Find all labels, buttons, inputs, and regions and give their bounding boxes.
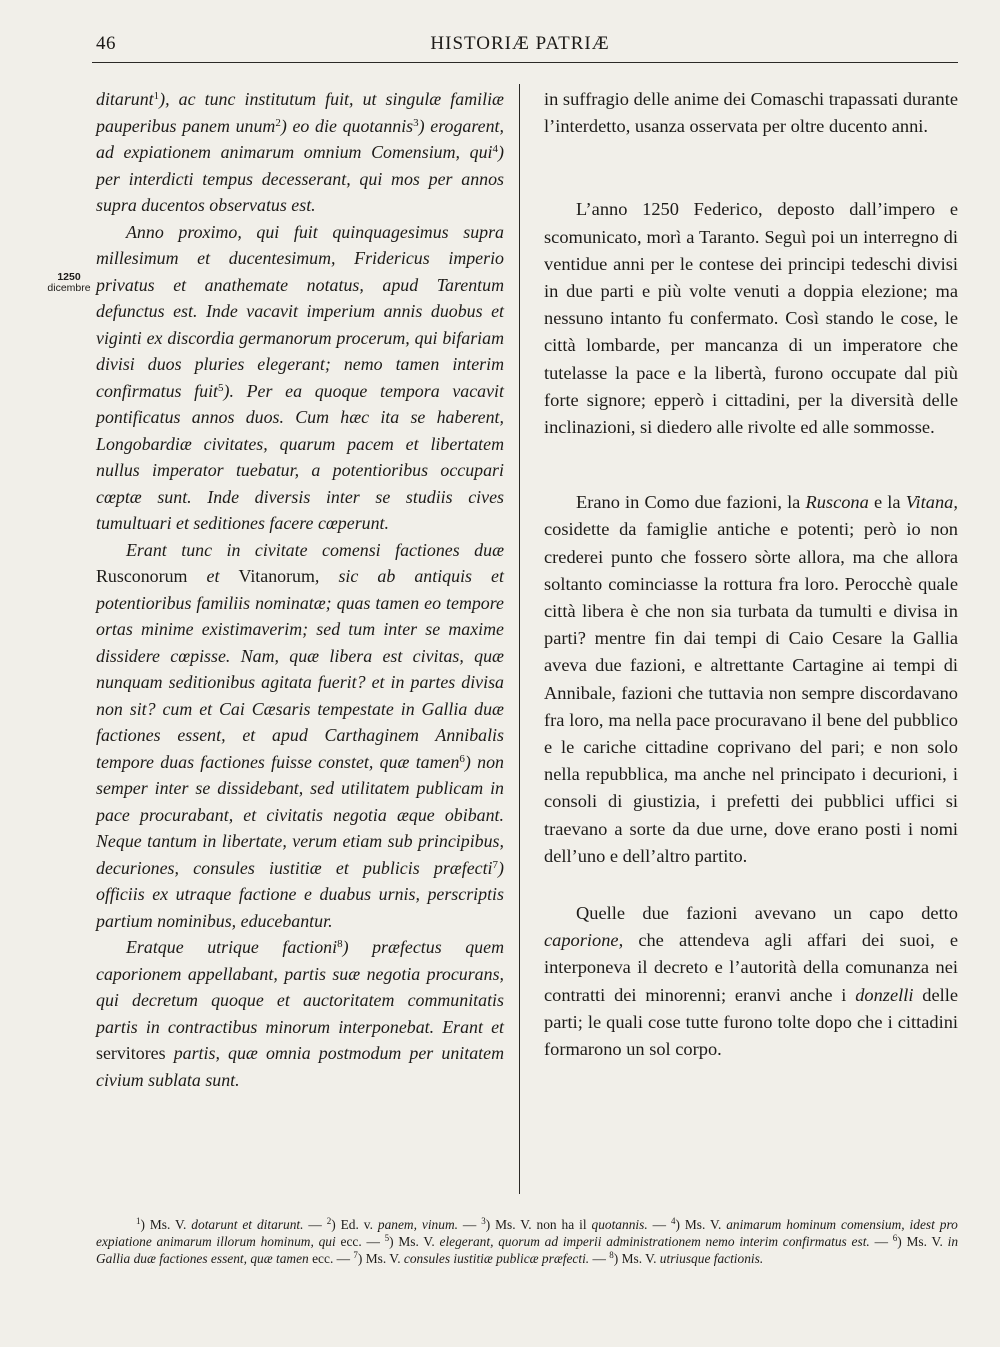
footnote-text: ) Ms. V. xyxy=(897,1234,943,1249)
footnotes xyxy=(96,1216,958,1267)
text-span: et xyxy=(206,566,220,586)
footnote-number: 1 xyxy=(136,1216,141,1226)
footnote-ref: 8 xyxy=(337,938,343,950)
italian-column xyxy=(544,86,958,1063)
footnote-text: dotarunt et ditarunt. xyxy=(191,1217,304,1232)
footnote-text: quotannis. xyxy=(591,1217,648,1232)
text-span: Eratque utrique factioni xyxy=(126,937,338,957)
margin-month: dicembre xyxy=(47,282,91,294)
footnote-text: elegerant, quorum ad imperii administrationem nemo interim confirmatus est. xyxy=(439,1234,870,1249)
text-span: Vitana, xyxy=(905,492,958,513)
text-span: partis, quæ omnia postmodum per unitatem civium sublata sunt. xyxy=(96,1043,504,1090)
text-span: Erant tunc in civitate comensi factiones duæ xyxy=(126,539,504,560)
footnote-text: ) Ms. V. xyxy=(389,1234,435,1249)
text-span: donzelli xyxy=(855,984,914,1005)
text-span: e la xyxy=(873,492,901,513)
footnote-number: 2 xyxy=(326,1216,332,1226)
footnote-text: — xyxy=(652,1217,666,1232)
latin-paragraph-2 xyxy=(96,219,504,537)
text-span: Ruscona xyxy=(805,492,869,513)
text-span: Quelle due fazioni avevano un capo detto xyxy=(576,903,958,924)
footnote-text: ) Ms. V. xyxy=(675,1217,722,1232)
footnote-number: 5 xyxy=(384,1233,390,1243)
footnote-text: utriusque factionis. xyxy=(659,1251,764,1266)
footnote-number: 7 xyxy=(353,1250,358,1260)
footnote-number: 8 xyxy=(609,1250,614,1260)
footnote-text: ecc. — xyxy=(312,1251,351,1266)
text-span: ) non semper inter se dissidebant, sed utilitatem publicam in pace procurabant, et civitatis negotia æque obibant. Neque tantum in libertate, verum etiam sub principibus, decuriones, consules iustitiæ et publicis præfecti xyxy=(96,751,504,878)
footnote-ref: 7 xyxy=(492,858,499,871)
footnote-text: panem, vinum. xyxy=(377,1217,458,1232)
italian-paragraph-2: L’anno 1250 Federico, deposto dall’impero e scomunicato, morì a Taranto. Seguì poi un interregno di ventidue anni per le contese dei principi tedeschi divisi in due parti e più volte venuti a doppia elezione; ma nessuno intanto fu confermato. Così stando le cose, le città lombarde, per mancanza di un imperatore che tutelasse la pace e la libertà, furono occupate dal più forte signore; epperò i cittadini, per la diversità delle inclinazioni, si diedero alle rivolte ed alle sommosse. xyxy=(544,199,958,438)
footnote-ref: 3 xyxy=(413,116,419,129)
text-span: ditarunt xyxy=(96,89,154,109)
footnote-text: ) Ms. V. non ha il xyxy=(485,1217,587,1232)
text-span: caporione, xyxy=(544,930,624,951)
column-divider xyxy=(519,84,520,1194)
text-span: ) erogarent, ad expiationem animarum omnium Comensium, qui xyxy=(96,115,504,162)
text-span: ) præfectus quem caporionem appellabant, partis suæ negotia procurans, qui decretum quoque et auctoritatem communitatis partis in contractibus minorum interponebat. Erant et xyxy=(96,937,504,1037)
footnote-text: — xyxy=(592,1251,606,1266)
footnote-ref: 2 xyxy=(275,116,281,129)
footnote-text: ) Ms. V. xyxy=(613,1251,657,1266)
text-span: ) officiis ex utraque factione e duabus urnis, perscriptis partium nominibus, educebantur. xyxy=(96,857,504,931)
text-span: ), ac tunc institutum fuit, ut singulæ familiæ pauperibus panem unum xyxy=(96,89,504,136)
footnote-ref: 1 xyxy=(153,90,160,102)
footnote-text: in Gallia duæ factiones essent, quæ tamen xyxy=(96,1234,959,1266)
text-span: Vitanorum xyxy=(238,566,315,586)
text-span: servitores xyxy=(96,1043,166,1063)
italian-paragraph-1: in suffragio delle anime dei Comaschi trapassati durante l’interdetto, usanza osservata per oltre ducento anni. xyxy=(544,89,958,137)
margin-date-note xyxy=(44,272,94,294)
footnote-text: ) Ms. V. xyxy=(140,1217,187,1232)
text-span: Rusconorum xyxy=(96,566,188,586)
footnote-text: animarum hominum comensium, idest pro expiatione animarum illorum hominum, qui xyxy=(96,1217,958,1249)
italian-paragraph-4 xyxy=(544,900,958,1063)
text-span: ) eo die quotannis xyxy=(280,115,414,136)
text-span: cosidette da famiglie antiche e potenti; però io non crederei punto che fossero sòrte allora, ma che allora soltanto cominciasse la rottura fra loro. Perocchè quale città libera è che non sia turbata da tumulti e divisa in parti? mentre fin dai tempi di Caio Cesare la Gallia aveva due fazioni, e altrettante Cartagine ai tempi di Annibale, fazioni che tuttavia non sempre discordavano fra loro, ma nella pace procuravano il bene del pubblico e le cariche cittadine coprivano del pari; e non solo nella repubblica, ma anche nel principato i decurioni, i consoli di giustizia, i prefetti dei pubblici uffici si traevano a sorte da due urne, dove erano posti i nomi dell’uno e dell’altro partito. xyxy=(544,519,958,866)
footnote-text: consules iustitiæ publicæ præfecti. xyxy=(403,1251,590,1266)
footnote-number: 4 xyxy=(670,1216,676,1226)
text-span: , sic ab antiquis et potentioribus familiis nominatæ; quas tamen eo tempore ortas minime existimaverim; sed tum inter se maxime dissidere cœpisse. Nam, quæ libera est civitas, quæ nunquam seditionibus agitata fuerit? et in partes divisa non sit? cum et Cai Cæsaris tempestate in Gallia duæ factiones essent, et apud Carthaginem Annibalis tempore duas factiones fuisse constet, quæ tamen xyxy=(96,566,504,772)
footnote-number: 3 xyxy=(481,1216,486,1226)
text-span: delle parti; le quali cose tutte furono tolte dopo che i cittadini formarono un sol corpo. xyxy=(544,984,958,1060)
footnote-text: — xyxy=(874,1234,888,1249)
footnote-text: — xyxy=(308,1217,322,1232)
text-span: che attendeva agli affari dei suoi, e interponeva il decreto e l’autorità della comunanza nei contratti dei minorenni; eranvi anche i xyxy=(544,930,958,1005)
latin-paragraph-1 xyxy=(96,86,504,219)
footnote-text: — xyxy=(462,1217,477,1232)
footnote-text: ecc. — xyxy=(340,1234,380,1249)
italian-paragraph-3 xyxy=(544,489,958,870)
footnote-ref: 4 xyxy=(492,143,499,155)
text-span: Erano in Como due fazioni, la xyxy=(576,492,801,513)
footnote-block xyxy=(96,1216,958,1267)
running-title: HISTORIÆ PATRIÆ xyxy=(430,33,610,54)
footnote-ref: 5 xyxy=(218,381,224,394)
margin-year: 1250 xyxy=(57,271,81,283)
footnote-text: ) Ed. v. xyxy=(331,1217,373,1232)
text-span: Anno proximo, qui fuit quinquagesimus supra millesimum et ducentesimum, Fridericus imperio privatus et anathemate notatus, apud Tarentum defunctus est. Inde vacavit imperium annis duobus et viginti ex discordia germanorum procerum, qui bifariam divisi duos pluries elegerant; nemo tamen interim confirmatus fuit xyxy=(96,221,504,401)
text-span: ) per interdicti tempus decesserant, qui mos per annos supra ducentos observatus est. xyxy=(96,142,504,215)
header-rule xyxy=(92,62,958,63)
latin-column xyxy=(96,86,504,1093)
latin-paragraph-4 xyxy=(96,934,504,1093)
footnote-ref: 6 xyxy=(459,752,465,765)
page-number: 46 xyxy=(96,33,116,54)
latin-paragraph-3 xyxy=(96,537,504,935)
footnote-text: ) Ms. V. xyxy=(357,1251,401,1266)
footnote-number: 6 xyxy=(892,1233,898,1243)
text-span: ). Per ea quoque tempora vacavit pontificatus annos duos. Cum hæc ita se haberent, Longobardiæ civitates, quarum pacem et libertatem nullus imperator tuebatur, a potentioribus occupari cœptæ sunt. Inde diversis inter se studiis cives tumultuari et seditiones facere cœperunt. xyxy=(96,380,504,533)
